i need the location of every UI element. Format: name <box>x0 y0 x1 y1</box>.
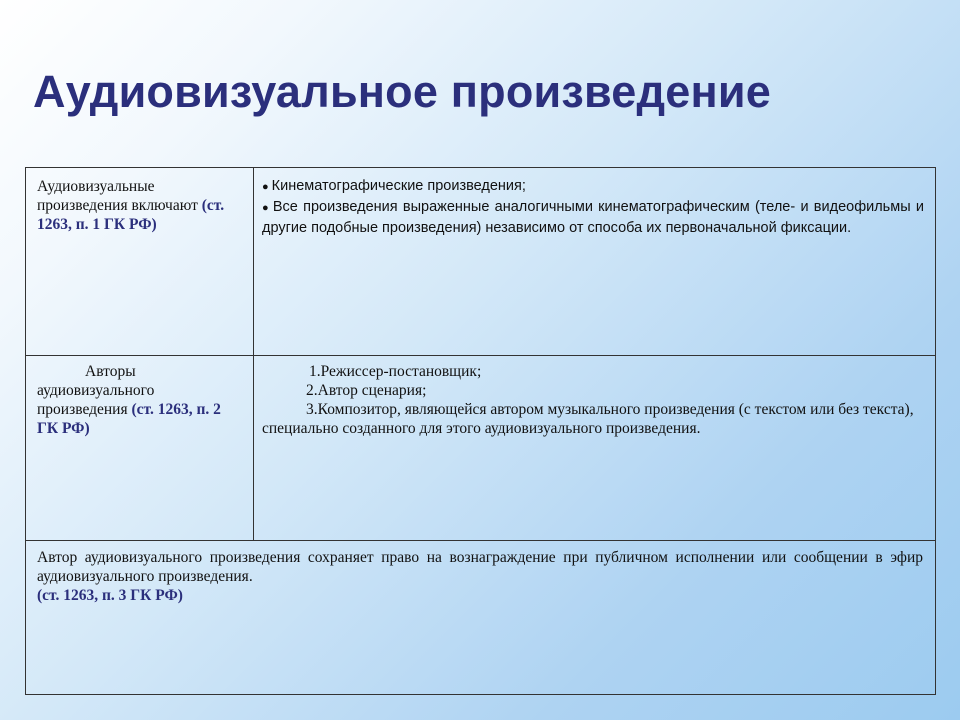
bullet-icon: ● <box>262 181 269 193</box>
list-item <box>262 400 924 438</box>
reward-cell <box>37 548 923 605</box>
row-divider <box>26 355 935 356</box>
content-table <box>25 167 936 695</box>
include-items-cell <box>262 176 924 238</box>
column-divider <box>253 168 254 540</box>
authors-items-cell <box>262 362 924 438</box>
reward-reference: (ст. 1263, п. 3 ГК РФ) <box>37 587 183 604</box>
bullet-icon: ● <box>262 202 270 214</box>
reward-text: Автор аудиовизуального произведения сохраняет право на вознаграждение при публичном исполнении или сообщении в эфир аудиовизуального произведения. <box>37 549 923 585</box>
authors-label: Авторы аудиовизуального произведения <box>37 363 155 418</box>
list-item <box>262 197 924 238</box>
authors-reference: (ст. 1263, п. 2 ГК РФ) <box>37 401 221 437</box>
list-item: 1.Режиссер-постановщик; <box>309 363 482 380</box>
list-item-text: Кинематографические произведения; <box>271 178 526 194</box>
include-label-cell <box>37 177 242 234</box>
list-item-text: 3.Композитор, являющейся автором музыкального произведения (с текстом или без текста), специально созданного для этого аудиовизуального произведения. <box>262 401 914 437</box>
row-divider <box>26 540 935 541</box>
page-title: Аудиовизуальное произведение <box>33 66 771 117</box>
list-item <box>262 176 924 197</box>
list-item-text: Все произведения выраженные аналогичными кинематографическим (теле- и видеофильмы и другие подобные произведения) независимо от способа их первоначальной фиксации. <box>262 199 924 236</box>
include-reference: (ст. 1263, п. 1 ГК РФ) <box>37 197 225 233</box>
list-item: 2.Автор сценария; <box>306 382 427 399</box>
authors-label-cell <box>37 362 242 438</box>
include-label: Аудиовизуальные произведения включают <box>37 178 198 214</box>
